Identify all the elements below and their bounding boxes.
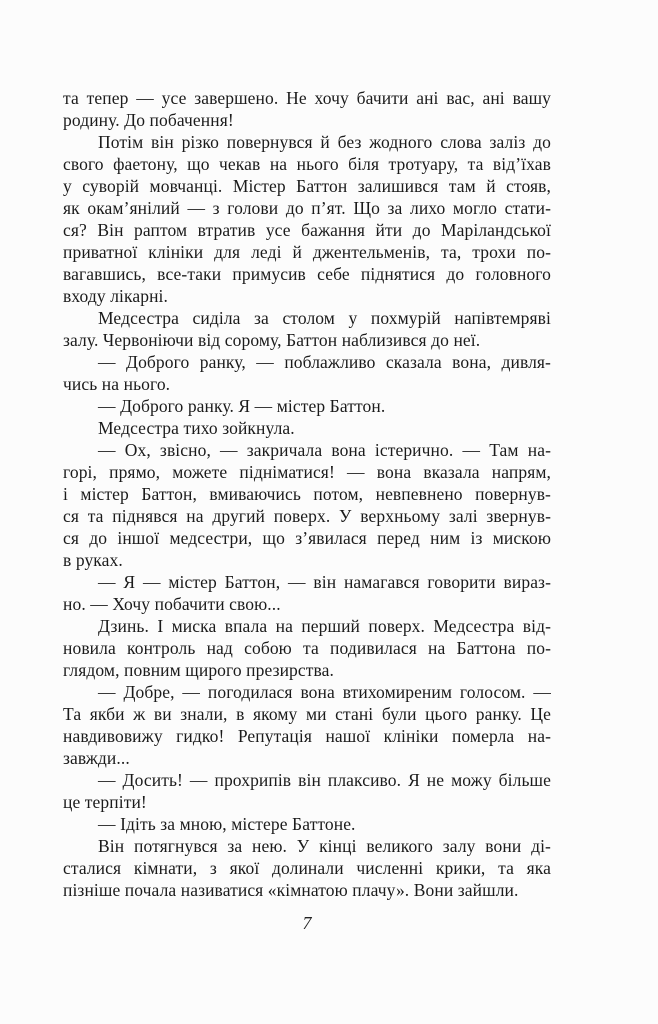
text-line: входу лікарні. (63, 286, 168, 306)
text-line: ся? Він раптом втратив усе бажання йти до Маріландської (63, 220, 551, 240)
text-line: но. — Хочу побачити свою... (63, 594, 281, 614)
paragraph (63, 615, 551, 681)
text-line: і містер Баттон, вмиваючись потом, невпевнено повернув- (63, 484, 551, 504)
text-line: Потім він різко повернувся й без жодного слова заліз до (98, 132, 551, 152)
text-line: Дзинь. І миска впала на перший поверх. Медсестра від- (98, 616, 551, 636)
text-line: навдивовижу гидко! Репутація нашої клініки померла на- (63, 726, 551, 746)
text-line: у суворій мовчанці. Містер Баттон залишився там й стояв, (63, 176, 551, 196)
text-line: ся та піднявся на другий поверх. У верхньому залі звернув- (63, 506, 551, 526)
page-text (63, 87, 551, 901)
paragraph (63, 835, 551, 901)
text-line: — Я — містер Баттон, — він намагався говорити вираз- (98, 572, 551, 592)
text-line: ся до іншої медсестри, що з’явилася перед ним із мискою (63, 528, 551, 548)
paragraph (63, 351, 551, 395)
text-line: як окам’янілий — з голови до п’ят. Що за лихо могло стати- (63, 198, 551, 218)
paragraph (63, 813, 551, 835)
text-line: — Ох, звісно, — закричала вона істерично. — Там на- (98, 440, 551, 460)
paragraph (63, 681, 551, 769)
text-line: Медсестра тихо зойкнула. (98, 418, 295, 438)
text-line: родину. До побачення! (63, 110, 234, 130)
text-line: вагавшись, все-таки примусив себе піднятися до головного (63, 264, 551, 284)
text-line: чись на нього. (63, 374, 171, 394)
text-line: пізніше почала називатися «кімнатою плачу». Вони зайшли. (63, 880, 519, 900)
paragraph (63, 395, 551, 417)
text-line: завжди... (63, 748, 130, 768)
paragraph (63, 87, 551, 131)
text-line: свого фаетону, що чекав на нього біля тротуару, та від’їхав (63, 154, 551, 174)
paragraph (63, 769, 551, 813)
text-line: новила контроль над собою та подивилася на Баттона по- (63, 638, 551, 658)
paragraph (63, 131, 551, 307)
text-line: горі, прямо, можете підніматися! — вона вказала напрям, (63, 462, 551, 482)
text-line: в руках. (63, 550, 123, 570)
text-line: приватної клініки для леді й джентельменів, та, трохи по- (63, 242, 551, 262)
text-line: глядом, повним щирого презирства. (63, 660, 334, 680)
text-line: — Доброго ранку, — поблажливо сказала вона, дивля- (98, 352, 551, 372)
paragraph (63, 417, 551, 439)
text-line: Та якби ж ви знали, в якому ми стані були цього ранку. Це (63, 704, 551, 724)
text-line: сталися кімнати, з якої долинали численні крики, та яка (63, 858, 551, 878)
text-line: — Досить! — прохрипів він плаксиво. Я не можу більше (98, 770, 551, 790)
page-number: 7 (302, 913, 312, 933)
paragraph (63, 439, 551, 571)
text-line: — Ідіть за мною, містере Баттоне. (98, 814, 356, 834)
paragraph (63, 307, 551, 351)
text-line: Медсестра сиділа за столом у похмурій напівтемряві (98, 308, 551, 328)
text-line: та тепер — усе завершено. Не хочу бачити ані вас, ані вашу (63, 88, 551, 108)
text-line: Він потягнувся за нею. У кінці великого залу вони ді- (98, 836, 551, 856)
text-line: — Добре, — погодилася вона втихомиреним голосом. — (98, 682, 551, 702)
text-line: — Доброго ранку. Я — містер Баттон. (98, 396, 386, 416)
text-line: залу. Червоніючи від сорому, Баттон наблизився до неї. (63, 330, 481, 350)
paragraph (63, 571, 551, 615)
text-line: це терпіти! (63, 792, 147, 812)
